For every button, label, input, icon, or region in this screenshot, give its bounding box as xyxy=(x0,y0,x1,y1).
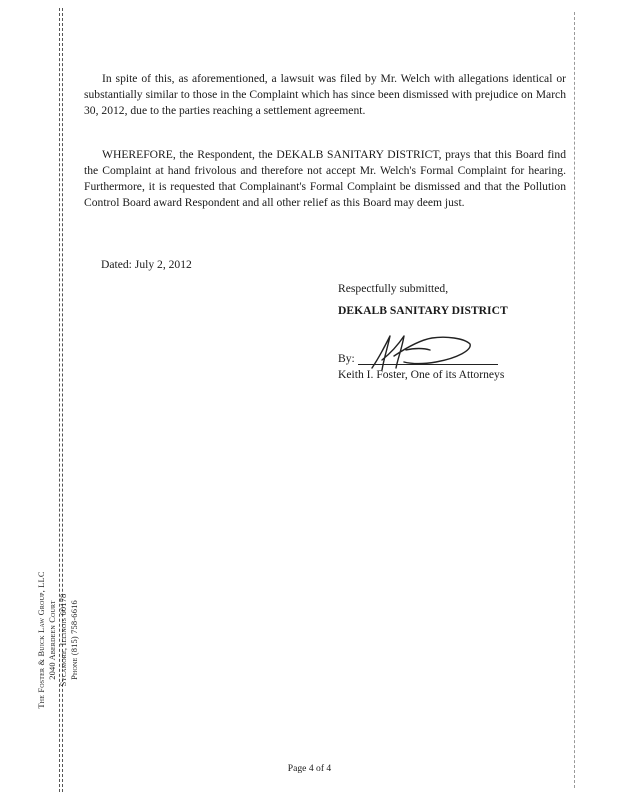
signer-name: Keith I. Foster, One of its Attorneys xyxy=(338,368,505,381)
dated-line: Dated: July 2, 2012 xyxy=(101,258,192,271)
paragraph-text: WHEREFORE, the Respondent, the DEKALB SANITARY DISTRICT, prays that this Board find the Complaint at hand frivolous and therefore not accept Mr. Welch's Formal Complaint for hearing. Furthermore, it is requested that Complainant's Formal Complaint be dismissed and that the Pollution Control Board award Respondent and all other relief as this Board may deem just. xyxy=(84,148,566,209)
organization-name: DEKALB SANITARY DISTRICT xyxy=(338,304,508,317)
firm-name: The Foster & Buick Law Group, LLC xyxy=(37,571,46,709)
handwritten-signature-icon xyxy=(366,330,476,376)
respectfully-submitted: Respectfully submitted, xyxy=(338,282,449,295)
body-paragraph-1 xyxy=(84,71,566,119)
firm-city: Sycamore, Illinois 60178 xyxy=(59,593,68,687)
margin-rule-right xyxy=(574,12,575,788)
firm-street: 2040 Aberdeen Court xyxy=(48,600,57,680)
firm-letterhead xyxy=(36,540,80,740)
body-paragraph-2 xyxy=(84,147,566,211)
page-footer: Page 4 of 4 xyxy=(287,763,332,774)
firm-phone: Phone (815) 758-6616 xyxy=(70,600,79,680)
paragraph-text: In spite of this, as aforementioned, a lawsuit was filed by Mr. Welch with allegations identical or substantially similar to those in the Complaint which has since been dismissed with prejudice on March 30, 2012, due to the parties reaching a settlement agreement. xyxy=(84,72,566,117)
signature-block xyxy=(338,281,548,381)
by-label: By: xyxy=(338,352,355,365)
